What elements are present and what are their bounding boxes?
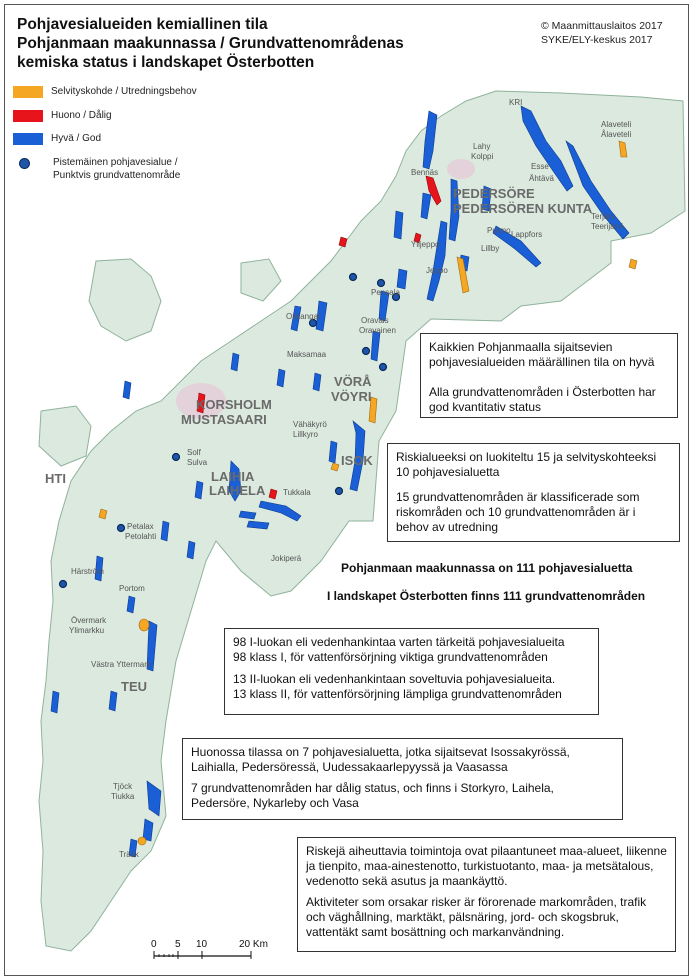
place-label: Tiukka (111, 792, 135, 801)
place-label: KORSHOLM (196, 397, 272, 412)
place-label: Alaveteli (601, 120, 632, 129)
info-text: 7 grundvattenområden har dålig status, och finns i Storkyro, Laihela, Pedersöre, Nykarleby och Vasa (191, 781, 554, 810)
point-groundwater-area (378, 280, 385, 287)
legend-label: Selvityskohde / Utredningsbehov (51, 86, 197, 97)
info-text: Kaikkien Pohjanmaalla sijaitsevien pohjavesialueiden määrällinen tila on hyvä (429, 340, 655, 369)
info-box-classes (224, 628, 599, 715)
place-label: Purmo (487, 226, 511, 235)
map-frame (4, 4, 689, 976)
place-label: Portom (119, 584, 145, 593)
point-groundwater-area (336, 488, 343, 495)
place-label: Terjärv (591, 212, 616, 221)
place-label: Härström (71, 567, 104, 576)
place-label: Esse (531, 162, 549, 171)
place-label: Jeppo (426, 266, 448, 275)
gw-good-area (397, 269, 407, 289)
legend-label: Hyvä / God (51, 133, 102, 144)
point-groundwater-area (118, 525, 125, 532)
copyright-line-1: © Maanmittauslaitos 2017 (541, 20, 663, 32)
scale-label-5: 5 (175, 939, 181, 950)
place-label: Ylijeppo (411, 240, 440, 249)
place-label: Petalax (127, 522, 154, 531)
legend-label: Punktvis grundvattenområde (53, 170, 181, 181)
point-groundwater-area (350, 274, 357, 281)
place-label: Teerijärvi (591, 222, 624, 231)
place-label: Tjöck (113, 782, 133, 791)
gw-investigation-area (138, 837, 146, 845)
gw-investigation-area (139, 619, 149, 631)
info-box-risk-activities (297, 837, 676, 952)
info-box-risk (387, 443, 680, 542)
place-label: Övermark (71, 616, 107, 625)
place-label: ISOK (341, 453, 373, 468)
place-label: TEU (121, 679, 147, 694)
info-text: 15 grundvattenområden är klassificerade som riskområden och 10 grundvattenområden är i behov av utredning (396, 490, 640, 534)
place-label: Pensala (371, 288, 400, 297)
place-label: Lillkyro (293, 430, 318, 439)
info-box-poor-status (182, 738, 623, 820)
legend-swatch-blue (13, 133, 43, 145)
title-line-1: Pohjavesialueiden kemiallinen tila (17, 16, 268, 33)
place-label: VÖRÅ (334, 374, 372, 389)
legend-swatch-red (13, 110, 43, 122)
place-label: Kolppi (471, 152, 494, 161)
place-label: Solf (187, 448, 201, 457)
place-label: Träsk (119, 850, 139, 859)
info-text: 13 II-luokan eli vedenhankintaan soveltuvia pohjavesialueita. (233, 672, 556, 686)
map-title (17, 15, 404, 72)
legend-point-icon (19, 158, 30, 169)
scale-bar (151, 939, 268, 959)
info-text: Huonossa tilassa on 7 pohjavesialuetta, jotka sijaitsevat Isossakyrössä, Laihialla, Pedersöressä, Uudessakaarlepyyssä ja Vaasassa (191, 745, 570, 774)
place-label: Lillby (481, 244, 500, 253)
scale-label-10: 10 (196, 939, 208, 950)
info-text: 13 klass II, för vattenförsörjning lämpliga grundvattenområden (233, 687, 562, 701)
info-text: 98 I-luokan eli vedenhankintaa varten tärkeitä pohjavesialueita (233, 635, 565, 649)
info-text: Aktiviteter som orsakar risker är förorenade markområden, trafik och väghållning, marktäkt, pälsnäring, jord- och skogsbruk, vattentäkt samt bosättning och markanvändning. (306, 895, 647, 939)
legend-item-good (13, 132, 101, 145)
scale-label-0: 0 (151, 939, 157, 950)
place-label: VÖYRI (331, 389, 372, 404)
place-label: Oxkangar (286, 312, 321, 321)
legend-label: Huono / Dålig (51, 110, 112, 121)
place-label: Ähtävä (529, 174, 554, 183)
point-groundwater-area (60, 581, 67, 588)
legend-item-poor (13, 109, 112, 122)
place-label: Oravainen (359, 326, 396, 335)
place-label: Maksamaa (287, 350, 327, 359)
place-label: LAIHELA (209, 483, 266, 498)
point-groundwater-area (380, 364, 387, 371)
place-label: Lappfors (511, 230, 543, 239)
point-groundwater-area (173, 454, 180, 461)
place-label: Västra Yttermark (91, 660, 151, 669)
place-label: PEDERSÖRE (453, 186, 535, 201)
island-west-3 (241, 259, 281, 301)
total-heading-sv: I landskapet Österbotten finns 111 grundvattenområden (327, 589, 646, 603)
place-label: Ylimarkku (69, 626, 105, 635)
place-label: LAIHIA (211, 469, 255, 484)
scale-label-20: 20 Km (239, 939, 268, 950)
place-label: Petolahti (125, 532, 157, 541)
place-label: Ålaveteli (601, 130, 632, 139)
place-label: HTI (45, 471, 66, 486)
gw-investigation-area (629, 259, 637, 269)
legend-item-investigation (13, 85, 197, 98)
point-groundwater-area (363, 348, 370, 355)
island-west-1 (89, 259, 161, 341)
title-line-3: kemiska status i landskapet Österbotten (17, 54, 315, 71)
place-label: PEDERSÖREN KUNTA (453, 201, 593, 216)
place-label: MUSTASAARI (181, 412, 267, 427)
place-label: Sulva (187, 458, 208, 467)
legend-label: Pistemäinen pohjavesialue / (53, 157, 178, 168)
copyright (541, 19, 663, 47)
info-text: 98 klass I, för vattenförsörjning viktiga grundvattenområden (233, 650, 548, 664)
place-label: Oravais (361, 316, 389, 325)
urban-area-jakobstad (447, 159, 475, 179)
place-label: KRI (509, 98, 523, 107)
legend-item-point (13, 156, 180, 182)
title-line-2: Pohjanmaan maakunnassa / Grundvattenområdenas (17, 35, 404, 52)
place-label: Vähäkyrö (293, 420, 327, 429)
total-heading-fi: Pohjanmaan maakunnassa on 111 pohjavesialuetta (341, 561, 633, 575)
island-west-2 (39, 406, 91, 466)
info-text: Riskejä aiheuttavia toimintoja ovat pilaantuneet maa-alueet, liikenne ja tienpito, maa-ainestenotto, turkistuotanto, maa- ja metsätalous, vedenotto sekä asutus ja maankäyttö. (306, 844, 667, 888)
place-label: Tukkala (283, 488, 311, 497)
legend-swatch-orange (13, 86, 43, 98)
info-box-quantitative (420, 333, 678, 418)
place-label: Bennäs (411, 168, 439, 177)
place-label: Jokiperä (271, 554, 302, 563)
gw-good-area (123, 381, 131, 399)
place-label: Lahy (473, 142, 491, 151)
info-text: Riskialueeksi on luokiteltu 15 ja selvityskohteeksi 10 pohjavesialuetta (396, 450, 657, 479)
copyright-line-2: SYKE/ELY-keskus 2017 (541, 34, 653, 46)
info-text: Alla grundvattenområden i Österbotten har god kvantitativ status (429, 385, 656, 414)
